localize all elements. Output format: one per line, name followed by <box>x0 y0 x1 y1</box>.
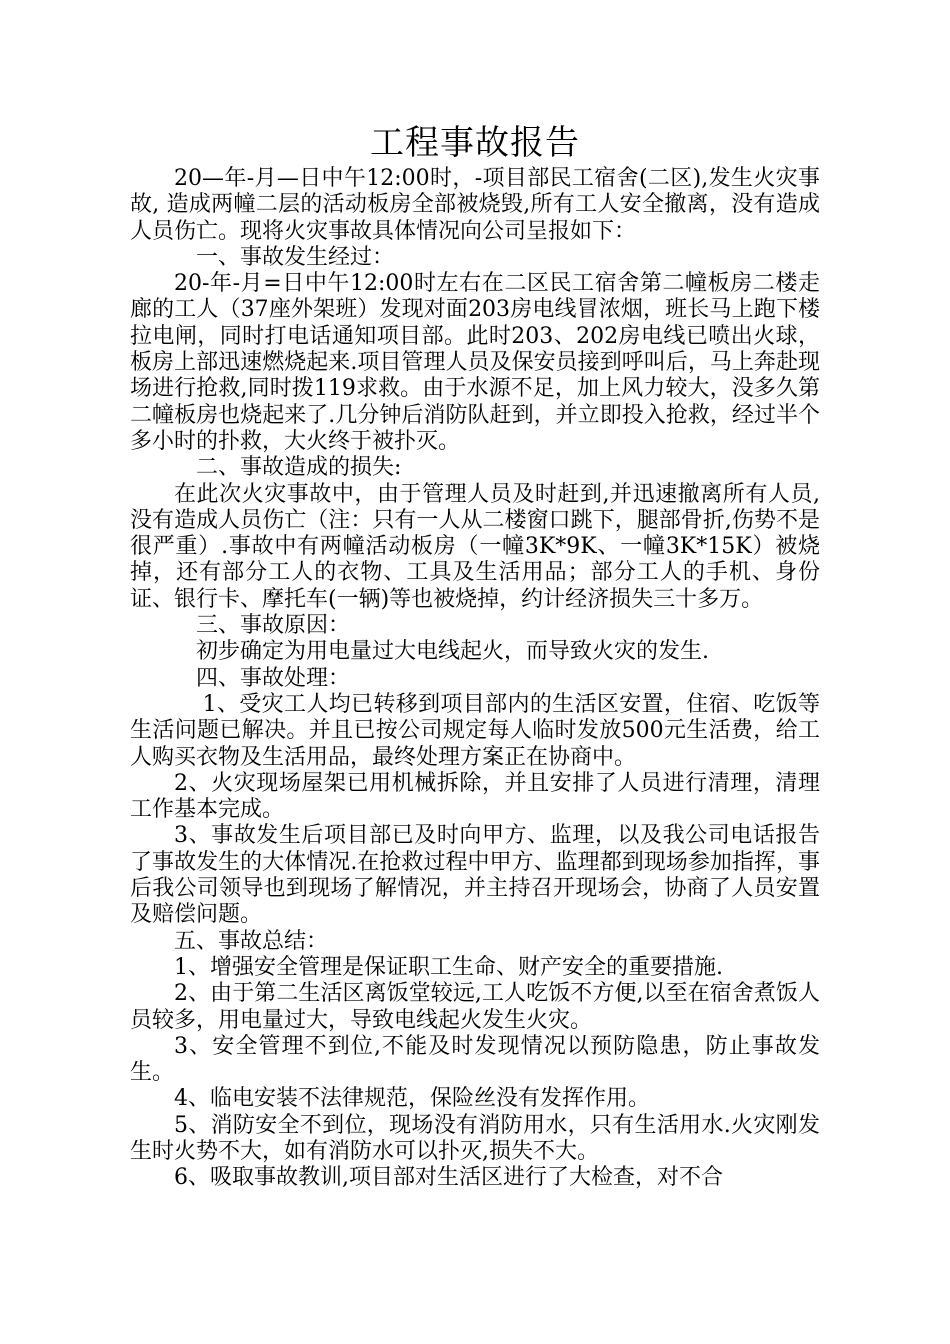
paragraph-handling-2: 2、火灾现场屋架已用机械拆除，并且安排了人员进行清理，清理工作基本完成。 <box>130 770 820 823</box>
paragraph-summary-1: 1、增强安全管理是保证职工生命、财产安全的重要措施. <box>174 954 723 980</box>
document-title: 工程事故报告 <box>370 123 580 163</box>
document-body <box>130 166 820 1192</box>
paragraph-accident-process: 20-年-月=日中午12:00时左右在二区民工宿舍第二幢板房二楼走廊的工人（37座外架班）发现对面203房电线冒浓烟，班长马上跑下楼拉电闸，同时打电话通知项目部。此时203、202房电线已喷出火球，板房上部迅速燃烧起来.项目管理人员及保安员接到呼叫后，马上奔赴现场进行抢救,同时拨119求救。由于水源不足，加上风力较大，没多久第二幢板房也烧起来了.几分钟后消防队赶到，并立即投入抢救，经过半个多小时的扑救，大火终于被扑灭。 <box>130 271 820 454</box>
section-heading-5: 五、事故总结： <box>174 928 329 954</box>
paragraph-summary-4: 4、临电安装不法律规范，保险丝没有发挥作用。 <box>174 1086 650 1112</box>
paragraph-summary-2: 2、由于第二生活区离饭堂较远,工人吃饭不方便,以至在宿舍煮饭人员较多，用电量过大，导致电线起火发生火灾。 <box>130 981 820 1033</box>
paragraph-summary-6: 6、吸取事故教训,项目部对生活区进行了大检查，对不合 <box>174 1165 723 1191</box>
section-heading-4: 四、事故处理： <box>196 665 351 691</box>
paragraph-handling-3: 3、事故发生后项目部已及时向甲方、监理，以及我公司电话报告了事故发生的大体情况.在抢救过程中甲方、监理都到现场参加指挥，事后我公司领导也到现场了解情况，并主持召开现场会，协商了人员安置及赔偿问题。 <box>130 823 820 928</box>
section-heading-3: 三、事故原因： <box>196 613 351 639</box>
paragraph-losses: 在此次火灾事故中，由于管理人员及时赶到,并迅速撤离所有人员,没有造成人员伤亡（注：只有一人从二楼窗口跳下，腿部骨折,伤势不是很严重）.事故中有两幢活动板房（一幢3K*9K、一幢3K*15K）被烧掉，还有部分工人的衣物、工具及生活用品；部分工人的手机、身份证、银行卡、摩托车(一辆)等也被烧掉，约计经济损失三十多万。 <box>130 481 820 612</box>
paragraph-intro: 20—年-月—日中午12:00时，-项目部民工宿舍(二区),发生火灾事故, 造成两幢二层的活动板房全部被烧毁,所有工人安全撤离，没有造成人员伤亡。现将火灾事故具体情况向公司呈报如下： <box>130 166 820 244</box>
paragraph-cause: 初步确定为用电量过大电线起火，而导致火灾的发生. <box>196 639 709 665</box>
section-heading-1: 一、事故发生经过： <box>196 244 395 270</box>
paragraph-summary-5: 5、消防安全不到位，现场没有消防用水，只有生活用水.火灾刚发生时火势不大，如有消防水可以扑灭,损失不大。 <box>130 1112 820 1164</box>
paragraph-handling-1: 1、受灾工人均已转移到项目部内的生活区安置，住宿、吃饭等生活问题已解决。并且已按公司规定每人临时发放500元生活费，给工人购买衣物及生活用品，最终处理方案正在协商中。 <box>130 691 820 770</box>
section-heading-2: 二、事故造成的损失: <box>196 455 402 481</box>
paragraph-summary-3: 3、安全管理不到位,不能及时发现情况以预防隐患，防止事故发生。 <box>130 1033 820 1086</box>
